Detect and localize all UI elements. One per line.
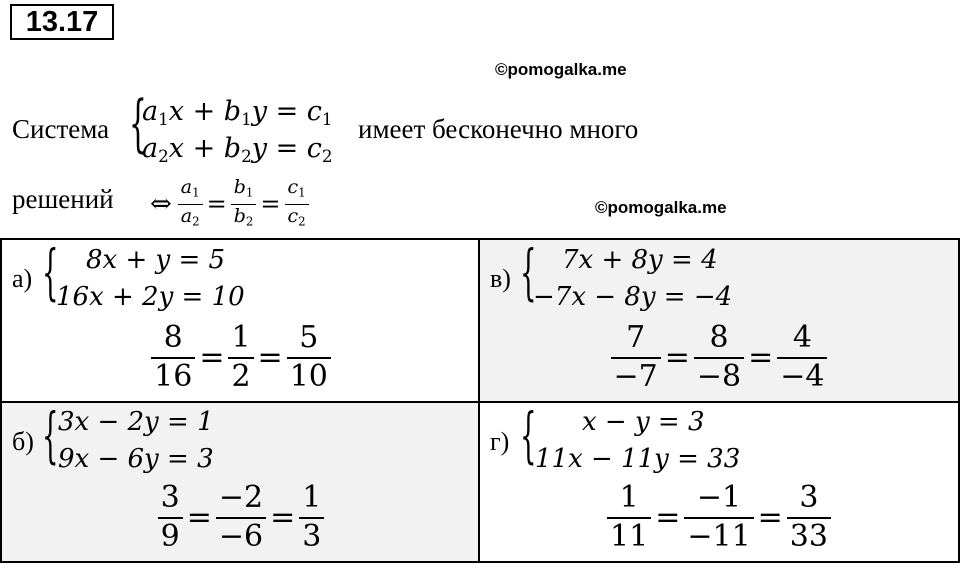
fraction: $\frac{5}{10}$ bbox=[287, 320, 331, 395]
ratio-row: $\frac{8}{16}$ = $\frac{1}{2}$ = $\frac{5}{10}$ bbox=[2, 320, 480, 395]
brace: { bbox=[129, 87, 147, 160]
ratio-condition: ⇔ $\frac{a_1}{a_2}$ = $\frac{b_1}{b_2}$ = $\frac{c_1}{c_2}$ bbox=[146, 176, 309, 232]
fraction: $\frac{1}{11}$ bbox=[607, 480, 651, 555]
equation-2: 9x − 6y = 3 bbox=[58, 444, 214, 474]
equation-2: −7x − 8y = −4 bbox=[533, 282, 733, 312]
cell-label: г) bbox=[490, 427, 510, 456]
equation-2: 16x + 2y = 10 bbox=[56, 282, 245, 312]
fraction: $\frac{-2}{-6}$ bbox=[216, 480, 266, 555]
equation-1: x − y = 3 bbox=[582, 407, 705, 437]
fraction: $\frac{7}{-7}$ bbox=[611, 320, 661, 395]
fraction-c: $\frac{c_1}{c_2}$ bbox=[285, 176, 309, 232]
ratio-row: $\frac{3}{9}$ = $\frac{-2}{-6}$ = $\frac{1}{3}$ bbox=[2, 480, 480, 555]
fraction: $\frac{8}{16}$ bbox=[151, 320, 195, 395]
cell-v bbox=[480, 240, 958, 403]
brace: { bbox=[520, 402, 537, 472]
fraction: $\frac{1}{3}$ bbox=[299, 480, 324, 555]
equation-1: 7x + 8y = 4 bbox=[562, 245, 718, 275]
problem-number: 13.17 bbox=[10, 4, 114, 40]
equation-1: 3x − 2y = 1 bbox=[58, 407, 214, 437]
fraction: $\frac{1}{2}$ bbox=[228, 320, 253, 395]
word-solutions: решений bbox=[12, 184, 114, 214]
equation-2: 11x − 11y = 33 bbox=[535, 444, 741, 474]
cell-g bbox=[480, 403, 958, 561]
cell-a bbox=[2, 240, 480, 403]
cell-label: б) bbox=[12, 427, 34, 456]
ratio-row: $\frac{7}{-7}$ = $\frac{8}{-8}$ = $\frac{4}{-4}$ bbox=[480, 320, 958, 395]
general-equation-2: $a_2x + b_2y = c_2$ bbox=[142, 133, 333, 167]
iff-symbol: ⇔ bbox=[150, 189, 172, 220]
equation-1: 8x + y = 5 bbox=[86, 245, 226, 275]
fraction-b: $\frac{b_1}{b_2}$ bbox=[231, 176, 257, 232]
cell-b bbox=[2, 403, 480, 561]
cell-label: а) bbox=[12, 264, 33, 293]
fraction-a: $\frac{a_1}{a_2}$ bbox=[178, 176, 203, 232]
word-system: Система bbox=[12, 114, 110, 144]
ratio-row: $\frac{1}{11}$ = $\frac{-1}{-11}$ = $\frac{3}{33}$ bbox=[480, 480, 958, 555]
fraction: $\frac{4}{-4}$ bbox=[777, 320, 827, 395]
watermark: ©pomogalka.me bbox=[595, 198, 727, 217]
watermark: ©pomogalka.me bbox=[495, 60, 627, 79]
fraction: $\frac{3}{9}$ bbox=[158, 480, 183, 555]
fraction: $\frac{3}{33}$ bbox=[787, 480, 831, 555]
fraction: $\frac{-1}{-11}$ bbox=[684, 480, 753, 555]
general-equation-1: $a_1x + b_1y = c_1$ bbox=[142, 96, 333, 130]
brace: { bbox=[520, 239, 537, 309]
cell-label: в) bbox=[490, 264, 511, 293]
fraction: $\frac{8}{-8}$ bbox=[694, 320, 744, 395]
brace: { bbox=[42, 402, 59, 472]
text-infinite-solutions: имеет бесконечно много bbox=[358, 114, 639, 144]
brace: { bbox=[42, 239, 59, 309]
solutions-table bbox=[0, 238, 960, 563]
